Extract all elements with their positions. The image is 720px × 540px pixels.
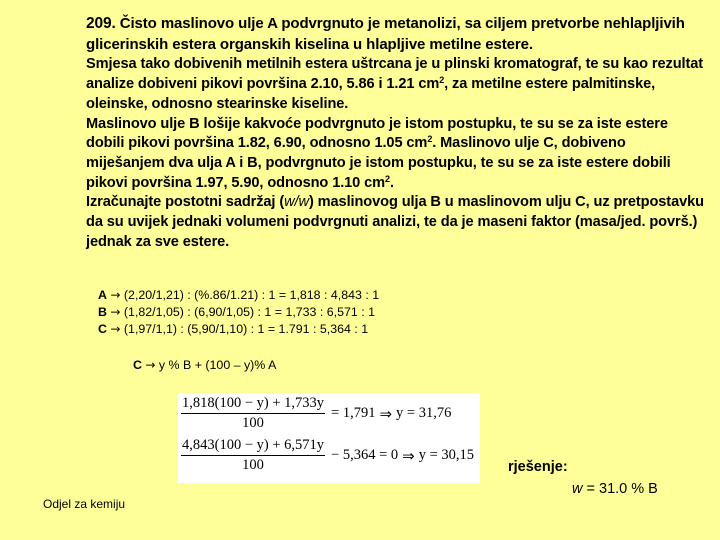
equation-result: y = 30,15 bbox=[418, 447, 475, 463]
ratio-row-a: A → (2,20/1,21) : (%.86/1.21) : 1 = 1,818 : 4,843 : 1 bbox=[98, 288, 380, 302]
arrow-icon: → bbox=[145, 358, 156, 372]
arrow-icon: → bbox=[110, 322, 121, 336]
equation-1 bbox=[181, 395, 451, 432]
problem-paragraph-1: Smjesa tako dobivenih metilnih estera uštrcana je u plinski kromatograf, te su kao rezultat analize dobiveni pikovi površina 2.10, 5.86 i 1.21 $cm^2$, za metilne estere palmitinske, oleinske, odnosno stearinske kiseline. bbox=[86, 56, 703, 112]
numerator: 4,843(100 − y) + 6,571y bbox=[181, 437, 325, 456]
fraction bbox=[181, 395, 325, 432]
formula-box bbox=[178, 393, 480, 483]
c-definition: C → y % B + (100 – y)% A bbox=[133, 358, 277, 372]
answer-value: w = 31.0 % B bbox=[572, 481, 658, 497]
denominator: 100 bbox=[242, 457, 264, 473]
problem-paragraph-2: Maslinovo ulje B lošije kakvoće podvrgnuto je istom postupku, te su se za iste estere dobili pikovi površina 1.82, 6.90, odnosno 1.05 $cm^2$. Maslinovo ulje C, dobiveno miješanjem dva ulja A i B, podvrgnuto je istom postupku, te su se za iste estere dobili pikovi površina 1.97, 5.90, odnosno 1.10 $cm^2$. bbox=[86, 115, 671, 191]
equation-result: y = 31,76 bbox=[396, 405, 452, 421]
denominator: 100 bbox=[242, 415, 264, 431]
equation-2 bbox=[181, 437, 474, 474]
footer-text: Odjel za kemiju bbox=[43, 497, 126, 511]
numerator: 1,818(100 − y) + 1,733y bbox=[181, 395, 325, 414]
arrow-icon: → bbox=[110, 305, 121, 319]
ratio-list bbox=[98, 287, 379, 338]
fraction bbox=[181, 437, 325, 474]
problem-text bbox=[86, 14, 706, 252]
equation-rhs: = 1,791 bbox=[331, 405, 376, 421]
problem-number: 209. bbox=[86, 15, 116, 32]
equation-rhs: − 5,364 = 0 bbox=[331, 447, 399, 463]
ratio-row-c: C → (1,97/1,1) : (5,90/1,10) : 1 = 1.791 : 5,364 : 1 bbox=[98, 322, 369, 336]
implies-icon: ⇒ bbox=[379, 404, 393, 423]
problem-question: Izračunajte postotni sadržaj (w/w) maslinovog ulja B u maslinovom ulju C, uz pretpostavku da su uvijek jednaki volumeni podvrgnuti analizi, te da je maseni faktor (masa/jed. površ.) jednak za sve estere. bbox=[86, 194, 704, 250]
arrow-icon: → bbox=[110, 288, 121, 302]
implies-icon: ⇒ bbox=[402, 446, 415, 465]
ratio-row-b: B → (1,82/1,05) : (6,90/1,05) : 1 = 1,733 : 6,571 : 1 bbox=[98, 305, 376, 319]
answer-label: rješenje: bbox=[508, 459, 568, 475]
problem-intro: 209. Čisto maslinovo ulje A podvrgnuto je metanolizi, sa ciljem pretvorbe nehlapljivih glicerinskih estera organskih kiselina u hlapljive metilne estere. bbox=[86, 15, 685, 53]
